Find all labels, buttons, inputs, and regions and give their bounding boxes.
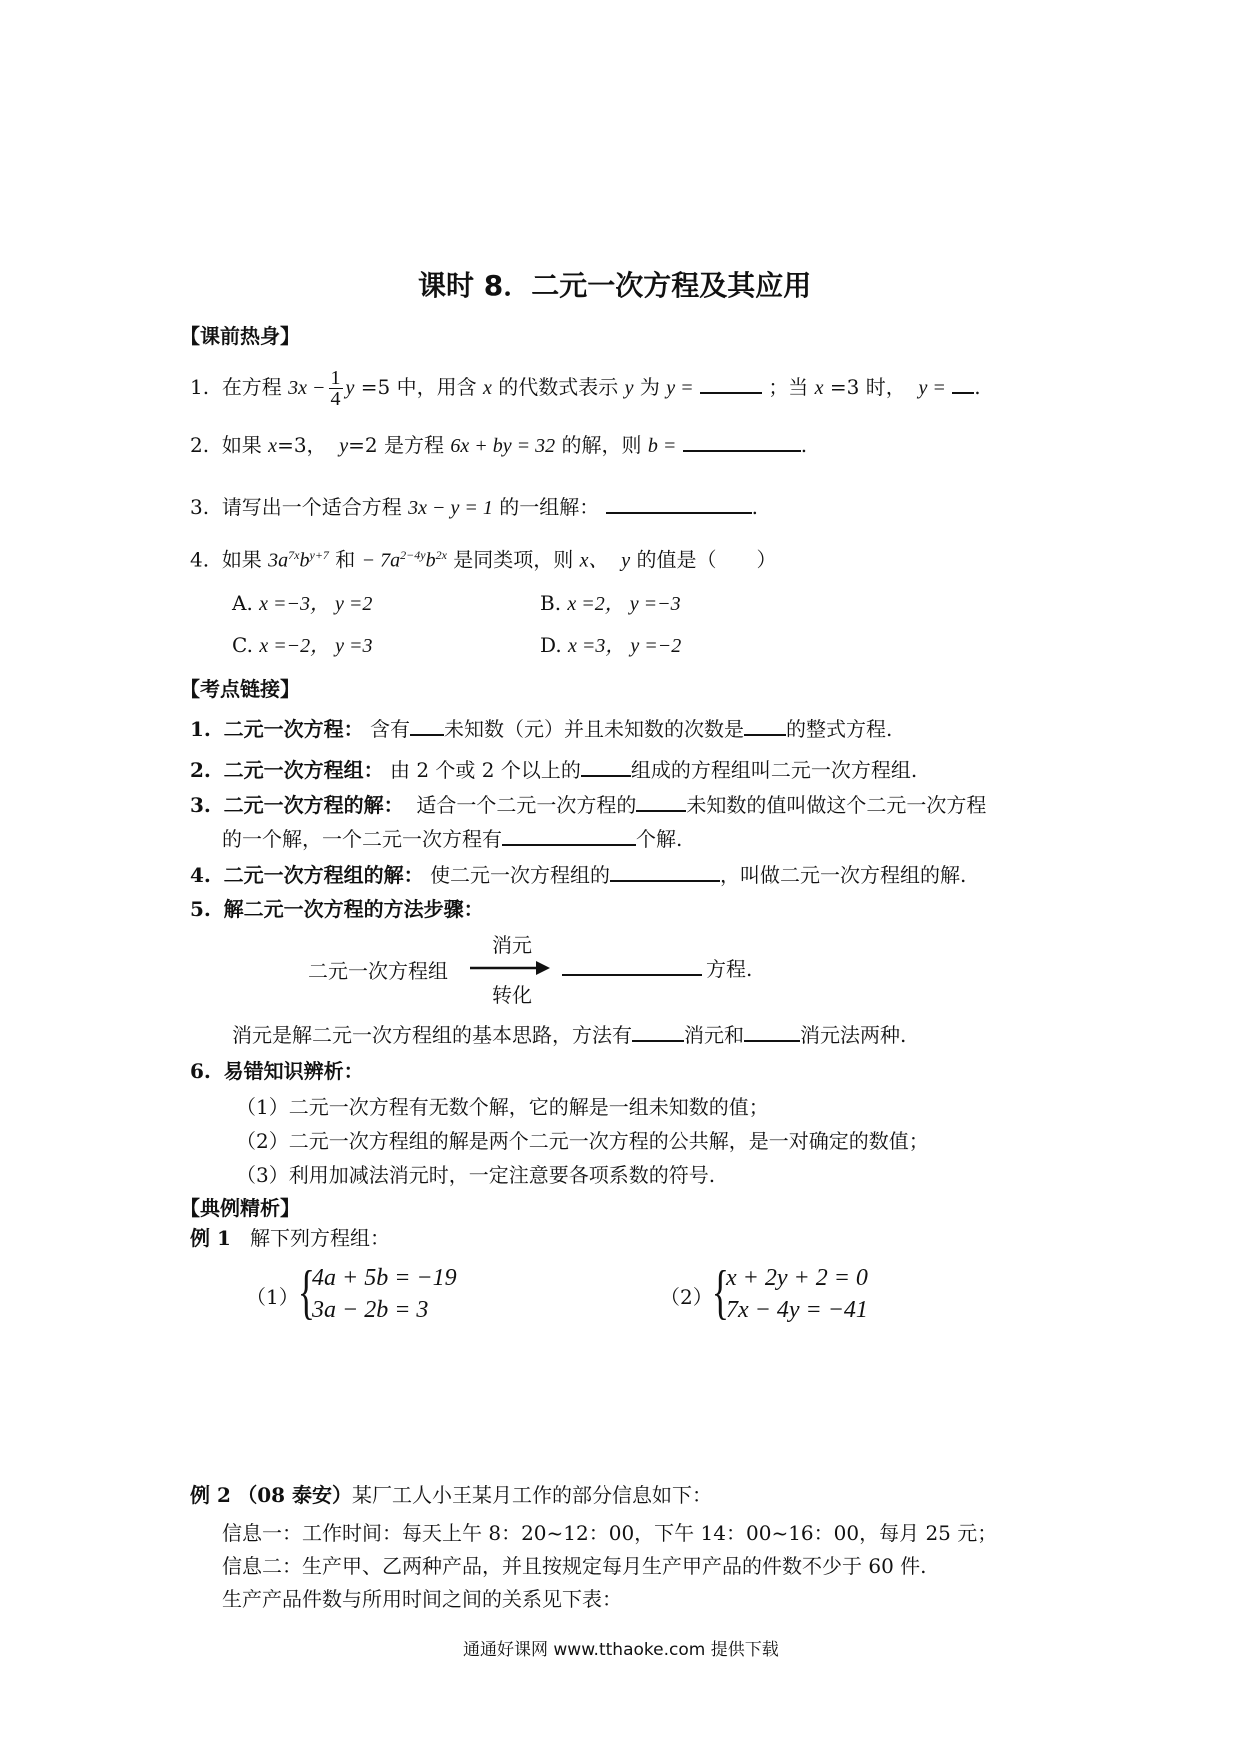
system-2-eq2: 7x − 4y = −41 xyxy=(726,1297,868,1323)
answer-blank[interactable] xyxy=(744,716,786,736)
answer-blank[interactable] xyxy=(606,494,752,514)
flow-right-label: 方程. xyxy=(706,957,753,981)
answer-blank[interactable] xyxy=(700,374,762,394)
section-examples: 【典例精析】 xyxy=(180,1196,300,1220)
warmup-question-2: 2. 如果 x=3， y=2 是方程 6x + by = 32 的解，则 b = . xyxy=(190,433,808,457)
note-1: （1）二元一次方程有无数个解，它的解是一组未知数的值； xyxy=(236,1095,769,1119)
link-item-6: 6. 易错知识辨析： xyxy=(190,1059,364,1083)
page-footer: 通通好课网 www.tthaoke.com 提供下载 xyxy=(463,1640,779,1660)
answer-blank[interactable] xyxy=(744,1022,800,1042)
system-1-number: （1） xyxy=(246,1285,299,1309)
page-title: 课时 8．二元一次方程及其应用 xyxy=(418,269,812,302)
option-d[interactable]: D. x =3， y =−2 xyxy=(540,633,682,657)
answer-blank[interactable] xyxy=(683,432,801,452)
answer-blank[interactable] xyxy=(581,757,631,777)
flow-bottom-label: 转化 xyxy=(492,983,532,1007)
warmup-question-1: 1. 在方程 3x − $\frac{1}{4}$ y =5 中，用含 x 的代数式表示 y 为 y = ；当 x =3 时， y = . xyxy=(190,367,981,410)
system-1-eq1: 4a + 5b = −19 xyxy=(312,1265,457,1291)
answer-blank[interactable] xyxy=(632,1022,684,1042)
example-2-info-2: 信息二：生产甲、乙两种产品，并且按规定每月生产甲产品的件数不少于 60 件. xyxy=(222,1554,927,1578)
option-b[interactable]: B. x =2， y =−3 xyxy=(540,591,681,615)
link-item-3: 3. 二元一次方程的解： 适合一个二元一次方程的 未知数的值叫做这个二元一次方程 xyxy=(190,793,987,817)
link-item-1: 1. 二元一次方程： 含有 未知数（元）并且未知数的次数是 的整式方程. xyxy=(190,717,893,741)
note-3: （3）利用加减法消元时，一定注意要各项系数的符号. xyxy=(236,1163,716,1187)
answer-blank[interactable] xyxy=(636,792,686,812)
answer-blank[interactable] xyxy=(502,826,636,846)
left-brace-icon: { xyxy=(711,1259,730,1325)
example-2-heading: 例 2 （08 泰安）某厂工人小王某月工作的部分信息如下： xyxy=(190,1483,713,1507)
section-warmup: 【课前热身】 xyxy=(180,324,300,348)
link-item-3-cont: 的一个解，一个二元一次方程有 个解. xyxy=(222,827,683,851)
link-item-5: 5. 解二元一次方程的方法步骤： xyxy=(190,897,484,921)
link-item-4: 4. 二元一次方程组的解： 使二元一次方程组的 ，叫做二元一次方程组的解. xyxy=(190,863,967,887)
elimination-text: 消元是解二元一次方程组的基本思路，方法有 消元和 消元法两种. xyxy=(232,1023,907,1047)
example-1-heading: 例 1 解下列方程组： xyxy=(190,1226,390,1250)
answer-blank[interactable] xyxy=(952,374,974,394)
flow-left-label: 二元一次方程组 xyxy=(308,959,448,983)
flow-answer-blank[interactable] xyxy=(562,974,702,976)
warmup-question-4: 4. 如果 $3a^{7x}b^{y+7}$ 和 − $7a^{2-4y}b^{2x}$ 是同类项，则 x、 y 的值是（ ） xyxy=(190,547,777,572)
answer-blank[interactable] xyxy=(610,862,720,882)
system-2-number: （2） xyxy=(660,1285,713,1309)
option-c[interactable]: C. x =−2， y =3 xyxy=(232,633,373,657)
flow-arrow-icon xyxy=(470,958,550,982)
answer-blank[interactable] xyxy=(410,716,444,736)
system-1-eq2: 3a − 2b = 3 xyxy=(312,1297,429,1323)
left-brace-icon: { xyxy=(297,1259,316,1325)
link-item-2: 2. 二元一次方程组： 由 2 个或 2 个以上的 组成的方程组叫二元一次方程组. xyxy=(190,758,918,782)
system-2-eq1: x + 2y + 2 = 0 xyxy=(726,1265,868,1291)
flow-top-label: 消元 xyxy=(492,933,532,957)
section-links: 【考点链接】 xyxy=(180,677,300,701)
warmup-question-3: 3. 请写出一个适合方程 3x − y = 1 的一组解： . xyxy=(190,495,758,519)
example-2-info-3: 生产产品件数与所用时间之间的关系见下表： xyxy=(222,1587,622,1611)
note-2: （2）二元一次方程组的解是两个二元一次方程的公共解，是一对确定的数值； xyxy=(236,1129,929,1153)
fraction-one-quarter: $\frac{1}{4}$ xyxy=(330,367,341,410)
option-a[interactable]: A. x =−3， y =2 xyxy=(232,591,373,615)
example-2-info-1: 信息一：工作时间：每天上午 8：20~12：00，下午 14：00~16：00，每月 25 元； xyxy=(222,1521,998,1545)
